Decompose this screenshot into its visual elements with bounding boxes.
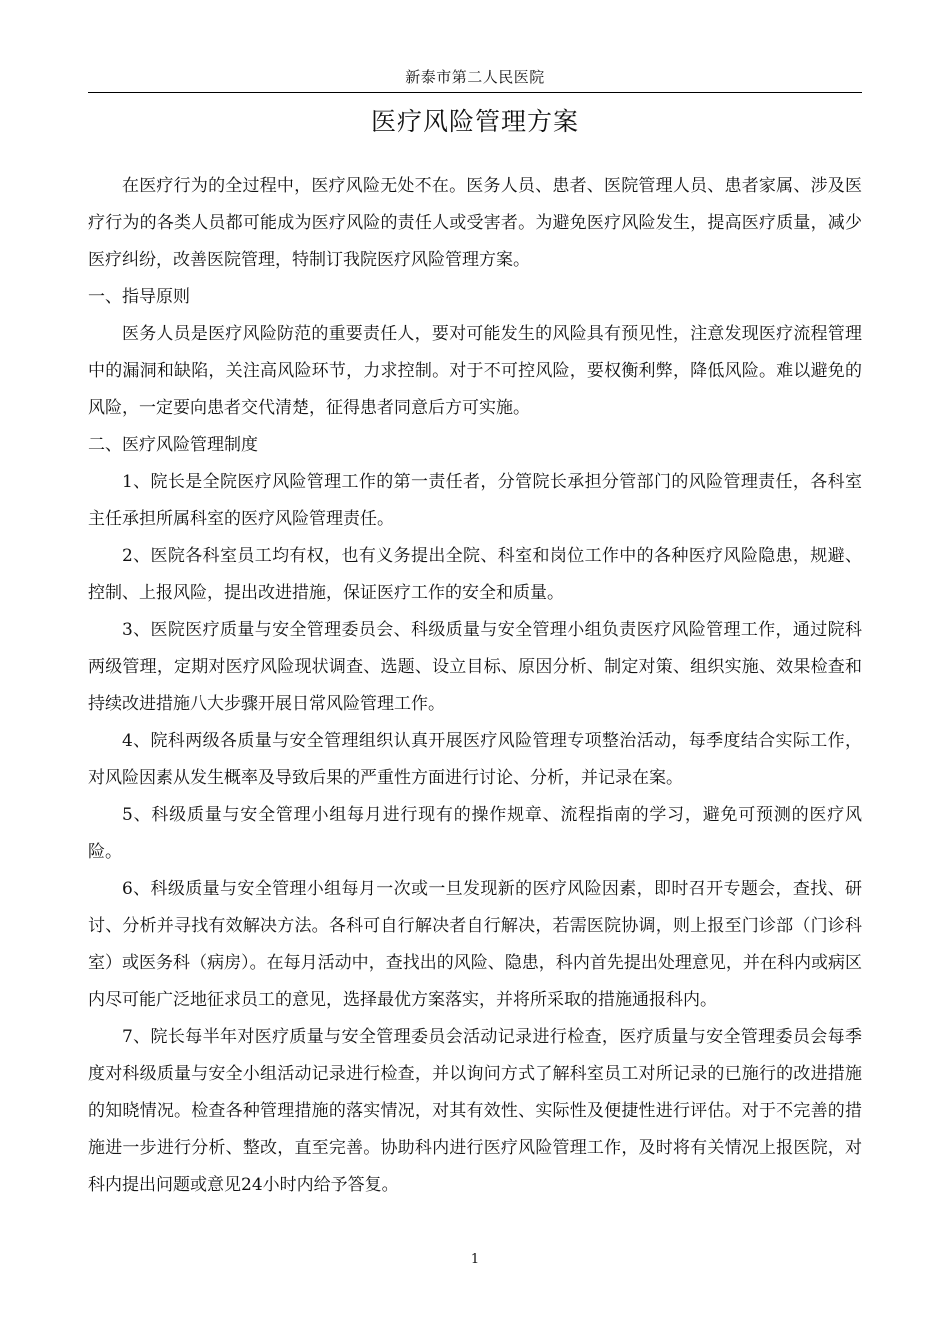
document-body xyxy=(88,168,862,1204)
rule-paragraph-1: 1、院长是全院医疗风险管理工作的第一责任者，分管院长承担分管部门的风险管理责任，各科室主任承担所属科室的医疗风险管理责任。 xyxy=(88,472,862,529)
rule-paragraph-4: 4、院科两级各质量与安全管理组织认真开展医疗风险管理专项整治活动，每季度结合实际工作，对风险因素从发生概率及导致后果的严重性方面进行讨论、分析，并记录在案。 xyxy=(88,731,862,788)
guiding-principles-paragraph: 医务人员是医疗风险防范的重要责任人，要对可能发生的风险具有预见性，注意发现医疗流程管理中的漏洞和缺陷，关注高风险环节，力求控制。对于不可控风险，要权衡利弊，降低风险。难以避免的风险，一定要向患者交代清楚，征得患者同意后方可实施。 xyxy=(88,324,862,418)
section-heading-guiding-principles: 一、指导原则 xyxy=(88,287,190,307)
rule-paragraph-3: 3、医院医疗质量与安全管理委员会、科级质量与安全管理小组负责医疗风险管理工作，通过院科两级管理，定期对医疗风险现状调查、选题、设立目标、原因分析、制定对策、组织实施、效果检查和持续改进措施八大步骤开展日常风险管理工作。 xyxy=(88,620,862,714)
page-number: 1 xyxy=(470,1252,480,1267)
rule-paragraph-5: 5、科级质量与安全管理小组每月进行现有的操作规章、流程指南的学习，避免可预测的医疗风险。 xyxy=(88,805,862,862)
rule-paragraph-2: 2、医院各科室员工均有权，也有义务提出全院、科室和岗位工作中的各种医疗风险隐患，规避、控制、上报风险，提出改进措施，保证医疗工作的安全和质量。 xyxy=(88,546,862,603)
intro-paragraph: 在医疗行为的全过程中，医疗风险无处不在。医务人员、患者、医院管理人员、患者家属、涉及医疗行为的各类人员都可能成为医疗风险的责任人或受害者。为避免医疗风险发生，提高医疗质量，减少医疗纠纷，改善医院管理，特制订我院医疗风险管理方案。 xyxy=(88,176,862,270)
page-header xyxy=(88,66,862,93)
rule-paragraph-7: 7、院长每半年对医疗质量与安全管理委员会活动记录进行检查，医疗质量与安全管理委员会每季度对科级质量与安全小组活动记录进行检查，并以询问方式了解科室员工对所记录的已施行的改进措施的知晓情况。检查各种管理措施的落实情况，对其有效性、实际性及便捷性进行评估。对于不完善的措施进一步进行分析、整改，直至完善。协助科内进行医疗风险管理工作，及时将有关情况上报医院，对科内提出问题或意见24小时内给予答复。 xyxy=(88,1027,862,1195)
section-heading-risk-management-system: 二、医疗风险管理制度 xyxy=(88,435,258,455)
header-hospital-name: 新泰市第二人民医院 xyxy=(405,68,545,86)
document-title: 医疗风险管理方案 xyxy=(370,107,579,136)
rule-paragraph-6: 6、科级质量与安全管理小组每月一次或一旦发现新的医疗风险因素，即时召开专题会，查找、研讨、分析并寻找有效解决方法。各科可自行解决者自行解决，若需医院协调，则上报至门诊部（门诊科室）或医务科（病房）。在每月活动中，查找出的风险、隐患，科内首先提出处理意见，并在科内或病区内尽可能广泛地征求员工的意见，选择最优方案落实，并将所采取的措施通报科内。 xyxy=(88,879,862,1010)
